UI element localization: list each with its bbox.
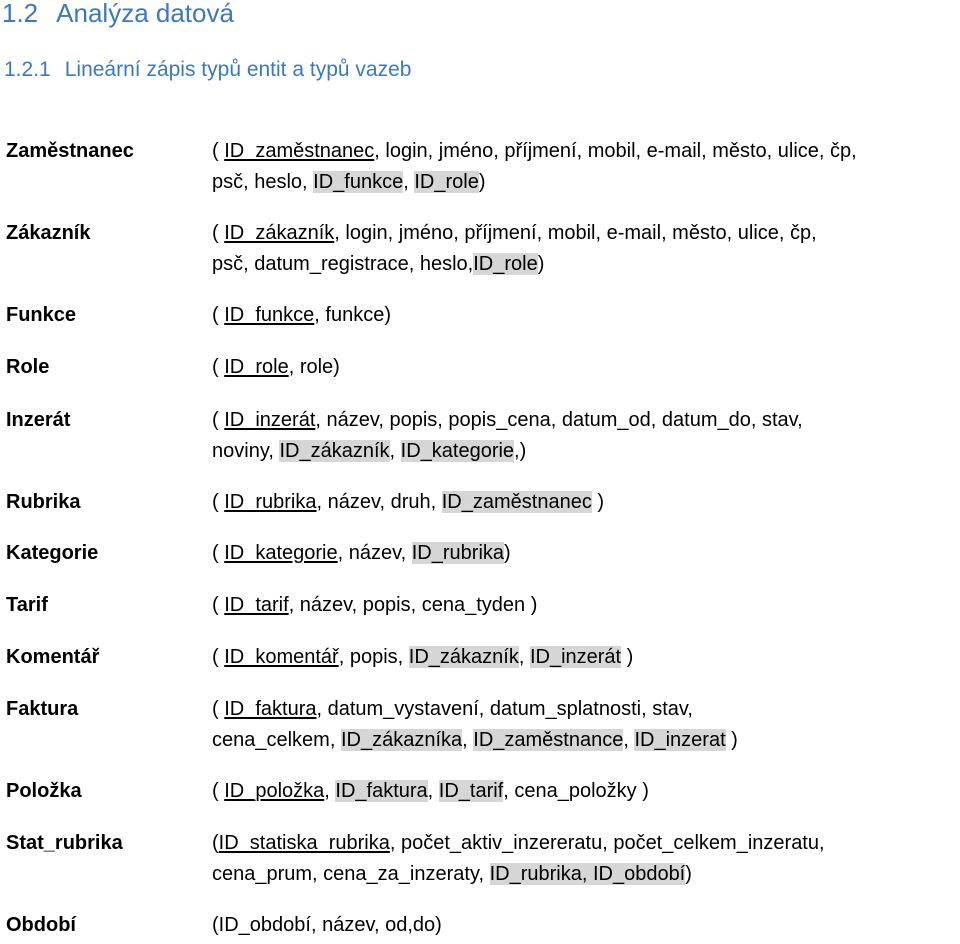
foreign-key: ID_kategorie [400,440,515,462]
entity-attributes [212,487,604,518]
entity-name: Stat_rubrika [6,832,123,854]
attribute-text: ) [537,253,545,275]
primary-key: ID_tarif [224,594,289,616]
foreign-key: ID_zákazníka [340,729,463,751]
attribute-text: ( [212,491,225,513]
entity-name: Funkce [6,304,77,326]
foreign-key: ID_tarif [438,780,504,802]
entity-name: Období [6,914,76,936]
foreign-key: ID_rubrika [411,542,505,564]
foreign-key: ID_inzerát [529,646,622,668]
attribute-text: , [623,729,635,751]
attribute-text: ( [212,646,225,668]
attribute-text: , [389,440,401,462]
entity-name: Inzerát [6,409,71,431]
attribute-text: , [427,780,439,802]
primary-key: ID_funkce [224,304,315,326]
entity-name: Faktura [6,698,79,720]
attribute-text: , [518,646,530,668]
entity-attributes [212,694,738,756]
attribute-text: , [324,780,336,802]
attribute-line [212,167,857,198]
entity-name: Tarif [6,594,48,616]
attribute-text: ( [212,832,219,854]
attribute-line [212,828,825,859]
subsection-number: 1.2.1 [4,58,51,81]
attribute-text: ) [725,729,738,751]
attribute-line [212,590,537,621]
attribute-line [212,694,738,725]
attribute-text: ) [621,646,634,668]
attribute-text: ( [212,780,225,802]
attribute-text: , login, jméno, příjmení, mobil, e-mail, město, ulice, čp, [334,222,817,244]
entity-name: Role [6,356,50,378]
entity-attributes [212,590,537,621]
attribute-line [212,725,738,756]
attribute-line [212,352,340,383]
entity-name: Položka [6,780,82,802]
attribute-text: , popis, [338,646,409,668]
foreign-key: ID_zaměstnance [473,729,624,751]
attribute-line [212,487,604,518]
attribute-line [212,859,825,890]
attribute-text: , funkce) [314,304,391,326]
entity-attributes [212,828,825,890]
attribute-text: , datum_vystavení, datum_splatnosti, stav, [316,698,693,720]
section-number: 1.2 [2,0,39,28]
primary-key: ID_inzerát [224,409,316,431]
primary-key: ID_statiska_rubrika [218,832,390,854]
attribute-text: , [403,171,415,193]
foreign-key: ID_zákazník [408,646,519,668]
foreign-key: ID_faktura [335,780,428,802]
entity-attributes [212,538,511,569]
attribute-line [212,910,442,941]
foreign-key: ID_role [473,253,538,275]
attribute-text: , login, jméno, příjmení, mobil, e-mail, město, ulice, čp, [374,140,857,162]
attribute-text: noviny, [212,440,280,462]
subsection-title: Lineární zápis typů entit a typů vazeb [64,58,412,81]
foreign-key: ID_zákazník [279,440,390,462]
section-heading [2,0,234,29]
attribute-text: , role) [288,356,340,378]
entity-name: Kategorie [6,542,99,564]
attribute-line [212,218,817,249]
attribute-text: ( [212,304,225,326]
primary-key: ID_komentář [224,646,339,668]
entity-name: Zákazník [6,222,91,244]
entity-name: Rubrika [6,491,81,513]
foreign-key: ID_funkce [313,171,404,193]
attribute-line [212,642,633,673]
attribute-text: ( [212,409,225,431]
entity-attributes [212,642,633,673]
attribute-line [212,300,391,331]
attribute-text: (ID_období, název, od,do) [212,914,442,936]
attribute-text: cena_celkem, [212,729,341,751]
attribute-text: ) [591,491,605,513]
subsection-heading [4,58,411,82]
attribute-text: ,) [514,440,527,462]
attribute-text: psč, heslo, [212,171,314,193]
attribute-text: , název, popis, cena_tyden ) [288,594,538,616]
entity-attributes [212,352,340,383]
section-title: Analýza datová [56,0,234,28]
attribute-line [212,436,803,467]
primary-key: ID_položka [224,780,325,802]
attribute-line [212,249,817,280]
attribute-text: ( [212,356,225,378]
entity-attributes [212,300,391,331]
attribute-text: , cena_položky ) [503,780,649,802]
attribute-line [212,776,649,807]
attribute-text: , počet_aktiv_inzereratu, počet_celkem_inzeratu, [389,832,825,854]
attribute-text: ) [478,171,486,193]
entity-attributes [212,776,649,807]
foreign-key: ID_zaměstnanec [441,491,592,513]
entity-name: Zaměstnanec [6,140,134,162]
entity-name: Komentář [6,646,100,668]
primary-key: ID_kategorie [224,542,338,564]
entity-attributes [212,910,442,941]
attribute-line [212,136,857,167]
attribute-line [212,405,803,436]
attribute-text: ) [504,542,511,564]
attribute-text: ( [212,542,225,564]
attribute-text: ) [685,863,692,885]
attribute-text: ( [212,140,225,162]
attribute-text: , název, [337,542,412,564]
attribute-text: ( [212,594,225,616]
primary-key: ID_zákazník [224,222,335,244]
primary-key: ID_zaměstnanec [224,140,375,162]
primary-key: ID_rubrika [224,491,317,513]
attribute-text: psč, datum_registrace, heslo, [212,253,474,275]
primary-key: ID_role [224,356,289,378]
foreign-key: ID_role [414,171,479,193]
entity-attributes [212,405,803,467]
attribute-text: , název, popis, popis_cena, datum_od, datum_do, stav, [315,409,803,431]
attribute-line [212,538,511,569]
attribute-text: ( [212,698,225,720]
foreign-key: ID_rubrika, ID_období [489,863,686,885]
entity-attributes [212,136,857,198]
attribute-text: ( [212,222,225,244]
attribute-text: cena_prum, cena_za_inzeraty, [212,863,490,885]
foreign-key: ID_inzerat [634,729,726,751]
primary-key: ID_faktura [224,698,317,720]
entity-attributes [212,218,817,280]
attribute-text: , název, druh, [316,491,442,513]
attribute-text: , [462,729,474,751]
